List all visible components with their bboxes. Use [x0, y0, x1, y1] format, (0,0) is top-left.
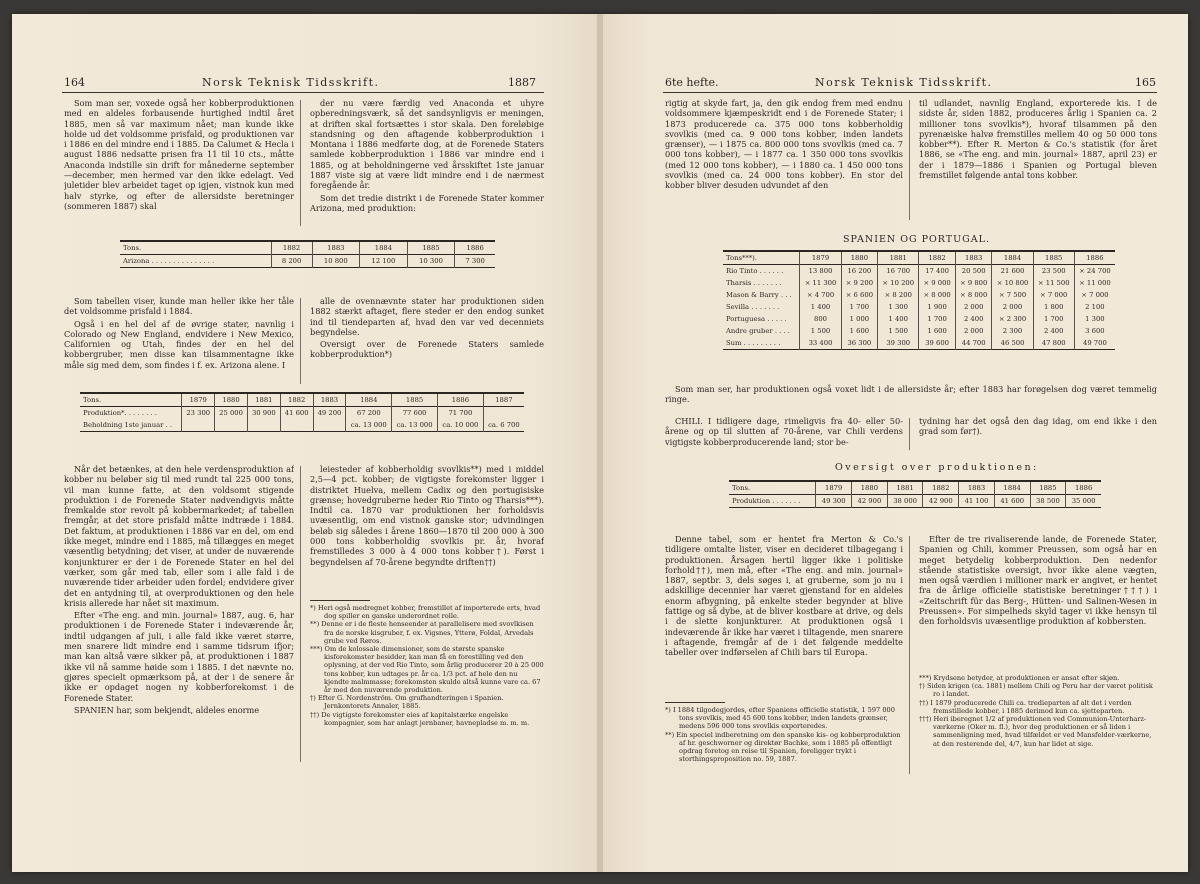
text-column — [665, 416, 903, 450]
table-cell: 30 900 — [247, 407, 280, 420]
table-header-cell: 1881 — [887, 481, 923, 495]
paragraph: til udlandet, navnlig England, exporterede kis. I de sidste år, siden 1882, produceres årlig i Spanien ca. 2 millioner tons svovlkis*), hvoraf tilsammen på den pyrenæiske halvø fremstilles mellem 40 og 50 000 tons kobber**). Efter R. Merton & Co.'s statistik (for året 1886, se «The eng. and min. journal» 1887, april 23) er der i 1879—1886 i Spanien og Portugal bleven fremstillet følgende antal tons kobber. — [919, 98, 1157, 181]
column-rule — [909, 536, 910, 774]
table-cell: 23 300 — [182, 407, 215, 420]
table-cell: 39 300 — [878, 337, 919, 350]
text-column — [665, 534, 903, 698]
table-header-cell: 1882 — [919, 251, 956, 265]
table-header-cell: 1882 — [271, 241, 312, 255]
table-header-cell: 1886 — [437, 393, 483, 407]
paragraph: Oversigt over de Forenede Staters samlede kobberproduktion*) — [310, 339, 544, 360]
table-cell: 25 000 — [215, 407, 248, 420]
table-cell: × 9 800 — [955, 277, 992, 289]
table-cell: × 11 500 — [1033, 277, 1074, 289]
table-cell: 1 500 — [878, 325, 919, 337]
table-cell — [280, 419, 313, 432]
footnote: †) Efter G. Nordenström. Om grufhandteringen i Spanien. Jernkontorets Annaler, 1885. — [310, 694, 504, 711]
table-cell: 33 400 — [800, 337, 841, 350]
table-cell: × 9 000 — [919, 277, 956, 289]
table-cell: 1 900 — [919, 301, 956, 313]
table-row — [723, 301, 1115, 313]
table-cell: × 2 300 — [992, 313, 1033, 325]
table-cell: × 10 200 — [878, 277, 919, 289]
arizona-table — [120, 240, 495, 268]
table-cell: × 4 700 — [800, 289, 841, 301]
paragraph: CHILI. I tidligere dage, rimeligvis fra 40- eller 50-årene og op til slutten af 70-årene, var Chili verdens vigtigste kobberproducerende land; stor be- — [665, 416, 903, 447]
table-cell — [215, 419, 248, 432]
table-cell — [483, 407, 524, 420]
right-page — [603, 14, 1188, 872]
table-cell: ca. 10 000 — [437, 419, 483, 432]
table-cell: 800 — [800, 313, 841, 325]
table-cell: ca. 6 700 — [483, 419, 524, 432]
table-cell: × 6 600 — [841, 289, 878, 301]
left-header-year: 1887 — [508, 76, 536, 89]
table-cell — [182, 419, 215, 432]
table-header-cell: 1886 — [455, 241, 495, 255]
paragraph: Når det betænkes, at den hele verdensproduktion af kobber nu beløber sig til med rundt tal 225 000 tons, vil man kunne fatte, at den voldsomt stigende produktion i de Forenede Stater nødvendigvis måtte fremkalde stor revolt på kobbermarkedet; af tabellen fremgår, at det store prisfald måtte indtræde i 1884. Det faktum, at produktionen i 1886 var en del, om end ikke meget, mindre end i 1885, må tillægges en meget væsentlig betydning; det viser, at under de nuværende konjunkturer er der i de Forenede Stater en hel del værker, som går med tab, eller som i alle fald i de nuværende tider arbeider uden fordel; endvidere giver det en antydning til, at overproduktionen og den hele krisis allerede har nået sit maximum. — [64, 464, 294, 608]
text-column — [64, 464, 294, 764]
table-title: Oversigt over produktionen: — [835, 462, 1039, 473]
paragraph: alle de ovennævnte stater har produktionen siden 1882 stærkt aftaget, flere steder er den endog sunket ind til tiendeparten af, hvad den var ved decenniets begyndelse. — [310, 296, 544, 337]
left-page-number: 164 — [64, 76, 85, 89]
table-cell: × 7 000 — [1074, 289, 1115, 301]
table-cell: 2 400 — [955, 313, 992, 325]
column-rule — [300, 298, 301, 384]
paragraph: Som det tredie distrikt i de Forenede Stater kommer Arizona, med produktion: — [310, 192, 544, 213]
table-cell: × 11 000 — [1074, 277, 1115, 289]
table-header-cell: 1882 — [280, 393, 313, 407]
table-cell: Rio Tinto . . . . . . — [726, 267, 784, 275]
footnote: †) Siden krigen (ca. 1881) mellem Chili og Peru har der været politisk ro i landet. — [919, 682, 1153, 699]
footnote: **) Ein speciel indberetning om den spanske kis- og kobberproduktion af hr. geschworner og direktør Bachke, som i 1885 på offentligt opdrag foretog en reise til Spanien, foreligger trykt i storthingsproposition no. 59, 1887. — [665, 730, 901, 764]
text-column — [919, 534, 1157, 668]
text-column — [64, 98, 294, 226]
paragraph: Som man ser, har produktionen også voxet lidt i de allersidste år; efter 1883 har forøgelsen dog været temmelig ringe. — [665, 384, 1157, 405]
table-cell: 1 300 — [878, 301, 919, 313]
table-cell: 1 600 — [919, 325, 956, 337]
table-cell: 10 800 — [312, 255, 360, 268]
table-header-cell: 1885 — [392, 393, 438, 407]
footnote: †††) Heri iberegnet 1/2 af produktionen ved Communion-Unterharz-værkerne (Oker m. fl.), hvor deg produktionen er så liden i sammenligning med, hvad tilfældet er ved Mansfelder-værkerne, at den resterende del, 4/7, kun har lidet at sige. — [919, 715, 1152, 748]
footnotes — [919, 674, 1157, 778]
table-cell: 1 000 — [841, 313, 878, 325]
table-cell: × 9 200 — [841, 277, 878, 289]
paragraph: Efter de tre rivaliserende lande, de Forenede Stater, Spanien og Chili, kommer Preussen, som også har en meget betydelig kobberproduktion. Den nedenfor stående statistiske oversigt, hvor ikke alene vægten, men også værdien i millioner mark er angivet, er hentet fra de årlige officielle statistiske beretninger†††) i «Zeitschrift für das Berg-, Hütten- und Salinen-Wesen in Preussen». For simpelheds skyld tager vi ikke hensyn til den forholdsvis uvæsentlige produktion af kobbersten. — [919, 534, 1157, 627]
table-cell: Produktion . . . . . . . — [732, 497, 801, 505]
table-header-cell: 1884 — [992, 251, 1033, 265]
table-cell: 38 000 — [887, 495, 923, 508]
table-cell: Arizona . . . . . . . . . . . . . . . — [123, 257, 215, 265]
table-row — [729, 495, 1101, 508]
table-cell: 42 900 — [923, 495, 959, 508]
table-header-cell: 1886 — [1074, 251, 1115, 265]
us-production-table — [80, 392, 524, 432]
table-cell: 49 200 — [313, 407, 346, 420]
column-rule — [909, 100, 910, 220]
table-cell — [313, 419, 346, 432]
paragraph: SPANIEN har, som bekjendt, aldeles enorme — [74, 704, 260, 715]
table-cell: × 24 700 — [1074, 265, 1115, 278]
table-header-cell: 1881 — [878, 251, 919, 265]
paragraph: Efter «The eng. and min. journal» 1887, aug. 6, har produktionen i de Forenede Stater i indeværende år, indtil udgangen af juli, i alle fald ikke været større, men snarere lidt mindre end i samme tidsrum ifjor; man kan altså være sikker på, at produktionen i 1887 ikke vil nå samme høide som i 1885. I det nævnte no. gjøres specielt opmærksom på, at der i de senere år ikke er opdaget nogen ny kobberforekomst i de Forenede Stater. — [64, 610, 294, 703]
footnote-rule — [310, 600, 370, 601]
text-column — [310, 296, 544, 388]
right-running-header: Norsk Teknisk Tidsskrift. — [815, 76, 993, 89]
table-cell: × 8 000 — [955, 289, 992, 301]
table-header-cell: 1879 — [800, 251, 841, 265]
table-cell: 35 000 — [1066, 495, 1101, 508]
table-cell: Sum . . . . . . . . . — [726, 339, 781, 347]
table-header-cell: 1880 — [215, 393, 248, 407]
table-cell: 71 700 — [437, 407, 483, 420]
column-rule — [300, 466, 301, 762]
text-column — [64, 296, 294, 388]
table-cell: 16 700 — [878, 265, 919, 278]
table-cell: × 7 000 — [1033, 289, 1074, 301]
footnote: ††) I 1879 producerede Chili ca. tredieparten af alt det i verden fremstillede kobber, i 1885 derimod kun ca. sjetteparten. — [919, 698, 1132, 715]
column-rule — [909, 418, 910, 450]
table-cell: Tharsis . . . . . . . — [726, 279, 782, 287]
table-title: SPANIEN OG PORTUGAL. — [843, 234, 990, 245]
table-cell: 2 000 — [955, 325, 992, 337]
table-row — [723, 289, 1115, 301]
table-header-cell: 1883 — [313, 393, 346, 407]
footnotes — [310, 604, 544, 770]
text-block — [665, 384, 1157, 406]
table-cell: 1 800 — [1033, 301, 1074, 313]
left-page — [12, 14, 597, 872]
table-cell: 2 000 — [992, 301, 1033, 313]
table-cell: × 7 500 — [992, 289, 1033, 301]
table-cell: Mason & Barry . . . — [726, 291, 792, 299]
table-cell: 13 800 — [800, 265, 841, 278]
footnote-rule — [665, 702, 725, 703]
footnote: ***) Om de kolossale dimensioner, som de største spanske kisforekomster besidder, kan man få en forestilling ved den oplysning, at der ved Rio Tinto, som årlig producerer 20 à 25 000 tons kobber, kun udtages pr. år ca. 1/3 pct. af hele den nu kjendte malmmasse; forekomsten skulde altså kunne vare ca. 67 år med den nuværende produktion. — [310, 645, 544, 695]
table-cell: Portuguesa . . . . . — [726, 315, 787, 323]
table-header-cell: 1884 — [994, 481, 1030, 495]
table-row — [723, 325, 1115, 337]
table-cell: 67 200 — [346, 407, 392, 420]
text-column — [310, 464, 544, 594]
column-rule — [300, 100, 301, 226]
table-cell: 36 300 — [841, 337, 878, 350]
table-header-cell: 1880 — [841, 251, 878, 265]
table-cell: 12 100 — [360, 255, 408, 268]
table-cell: Beholdning 1ste januar . . — [83, 421, 173, 429]
table-cell: 1 300 — [1074, 313, 1115, 325]
paragraph: Som tabellen viser, kunde man heller ikke her tåle det voldsomme prisfald i 1884. — [64, 296, 294, 317]
table-header-cell: 1883 — [312, 241, 360, 255]
table-header-cell: Tons. — [83, 396, 102, 404]
table-header-cell: 1881 — [247, 393, 280, 407]
table-cell: 17 400 — [919, 265, 956, 278]
table-header-cell: 1883 — [955, 251, 992, 265]
table-cell: 2 100 — [1074, 301, 1115, 313]
table-cell: 1 700 — [1033, 313, 1074, 325]
table-cell: 41 100 — [959, 495, 995, 508]
book-spread — [12, 14, 1188, 872]
table-header-cell: 1879 — [182, 393, 215, 407]
table-cell: ca. 13 000 — [392, 419, 438, 432]
table-row — [723, 265, 1115, 278]
table-header-cell: 1879 — [816, 481, 852, 495]
text-column — [310, 98, 544, 248]
table-cell: 1 400 — [800, 301, 841, 313]
table-cell: 3 600 — [1074, 325, 1115, 337]
table-cell: 41 600 — [994, 495, 1030, 508]
table-header-cell: 1882 — [923, 481, 959, 495]
table-cell: 41 600 — [280, 407, 313, 420]
table-cell: Produktion*. . . . . . . . — [83, 409, 157, 417]
table-header-cell: 1887 — [483, 393, 524, 407]
table-cell: 2 400 — [1033, 325, 1074, 337]
left-running-header: Norsk Teknisk Tidsskrift. — [202, 76, 380, 89]
table-header-cell: 1885 — [407, 241, 455, 255]
footnote: **) Denne er i de fleste henseender at parallelisere med svovlkisen fra de norske kisgruber, f. ex. Vigsnes, Ytterø, Foldal, Arvedals grube ved Røros. — [310, 620, 534, 645]
table-cell: 46 500 — [992, 337, 1033, 350]
chili-table — [729, 480, 1101, 508]
table-cell: 20 500 — [955, 265, 992, 278]
table-cell: 7 300 — [455, 255, 495, 268]
table-cell: 21 600 — [992, 265, 1033, 278]
table-cell: Sevilla . . . . . . . — [726, 303, 780, 311]
table-row — [120, 255, 495, 268]
table-header-cell: Tons. — [732, 484, 751, 492]
paragraph: der nu være færdig ved Anaconda et uhyre opberedningsværk, så det sandsynligvis er meningen, at driften skal fortsættes i stor skala. Den foreløbige standsning og den aftagende kobberproduktion i Montana i 1886 medførte dog, at de Forenede Staters samlede kobberproduktion i 1886 var mindre end i 1885, og at beholdningerne ved årsskiftet 1ste januar 1887 viste sig at være lidt mindre end i de nærmest foregående år. — [310, 98, 544, 191]
footnotes — [665, 706, 903, 776]
table-cell: 77 600 — [392, 407, 438, 420]
table-cell: × 10 800 — [992, 277, 1033, 289]
table-row — [80, 407, 524, 420]
table-cell: 2 000 — [955, 301, 992, 313]
footnote: ***) Krydsene betyder, at produktionen er ansat efter skjøn. — [919, 674, 1120, 682]
table-header-cell: 1885 — [1033, 251, 1074, 265]
text-column — [919, 416, 1157, 450]
table-header-cell: 1883 — [959, 481, 995, 495]
table-cell: 10 300 — [407, 255, 455, 268]
header-rule — [663, 92, 1157, 93]
table-cell: 38 500 — [1030, 495, 1066, 508]
table-cell: × 8 000 — [919, 289, 956, 301]
footnote: *) I 1884 tilgodegjordes, efter Spaniens officielle statistik, 1 597 000 tons svovlkis, med 45 600 tons kobber, inden landets grænser, medens 596 000 tons svovlkis exporteredes. — [665, 706, 895, 731]
footnote: *) Heri også medregnet kobber, fremstillet af importerede erts, hvad dog spiller en ganske underordnet rolle. — [310, 604, 541, 621]
text-column — [665, 98, 903, 222]
spain-portugal-table — [723, 250, 1115, 350]
table-cell: 2 300 — [992, 325, 1033, 337]
table-cell: 23 500 — [1033, 265, 1074, 278]
table-row — [723, 277, 1115, 289]
table-cell — [247, 419, 280, 432]
table-header-cell: Tons. — [123, 244, 142, 252]
table-cell: × 8 200 — [878, 289, 919, 301]
table-cell: Andre gruber . . . . — [726, 327, 790, 335]
table-cell: 47 800 — [1033, 337, 1074, 350]
table-cell: 42 900 — [852, 495, 888, 508]
table-cell: 1 500 — [800, 325, 841, 337]
table-header-cell: 1880 — [852, 481, 888, 495]
table-row — [80, 419, 524, 432]
table-cell: 1 700 — [841, 301, 878, 313]
table-header-cell: 1884 — [346, 393, 392, 407]
table-cell: 8 200 — [271, 255, 312, 268]
issue-label: 6te hefte. — [665, 76, 719, 89]
table-cell: × 11 300 — [800, 277, 841, 289]
table-cell: 1 600 — [841, 325, 878, 337]
paragraph: leiesteder af kobberholdig svovlkis**) med i middel 2,5—4 pct. kobber; de vigtigste forekomster ligger i distriktet Huelva, mellem Cadix og den portugisiske grænse; hovedgruberne heder Rio Tinto og Tharsis***). Indtil ca. 1870 var produktionen her forholdsvis uvæsentlig, om end vistnok ganske stor; udvindingen beløb sig således i årene 1860—1870 til 200 000 à 300 000 tons kobberholdig svovlkis pr. år, hvoraf fremstilledes 3 000 à 4 000 tons kobber†). Først i begyndelsen af 70-årene begyndte driften††) — [310, 464, 544, 567]
table-cell: 44 700 — [955, 337, 992, 350]
table-cell: ca. 13 000 — [346, 419, 392, 432]
footnote: ††) De vigtigste forekomster eies af kapitalstærke engelske kompagnier, som har anlagt jernbaner, havnepladse m. m. m. — [310, 710, 530, 727]
table-cell: 49 300 — [816, 495, 852, 508]
table-header-cell: 1884 — [360, 241, 408, 255]
paragraph: rigtig at skyde fart, ja, den gik endog frem med endnu voldsommere kjæmpeskridt end i de Forenede Stater; i 1873 producerede ca. 375 000 tons kobberholdig svovlkis (med ca. 9 000 tons kobber, inden landets grænser), — i 1875 ca. 800 000 tons svovlkis (med ca. 7 000 tons kobber), — i 1877 ca. 1 350 000 tons svovlkis (med 12 000 tons kobber), — i 1880 ca. 1 450 000 tons svovlkis (med ca. 24 000 tons kobber). En stor del kobber bliver desuden udvundet af den — [665, 98, 903, 191]
table-cell: 39 600 — [919, 337, 956, 350]
header-rule — [62, 92, 544, 93]
table-cell: 16 200 — [841, 265, 878, 278]
text-column — [919, 98, 1157, 222]
paragraph: tydning har det også den dag idag, om end ikke i den grad som før†). — [919, 416, 1157, 437]
table-header-cell: 1886 — [1066, 481, 1101, 495]
paragraph: Denne tabel, som er hentet fra Merton & Co.'s tidligere omtalte lister, viser en decideret tilbagegang i produktionen. Årsagen hertil ligger ikke i politiske forhold††), men må, efter «The eng. and min. journal» 1887, septbr. 3, dels søges i, at gruberne, som jo nu i adskillige decennier har været gjenstand for en aldeles enorm afbygning, på enkelte steder begynder at blive fattige og så dybe, at de bliver kostbare at drive, og dels i de slette konjunkturer. At produktionen også i indeværende år ikke har været i tiltagende, men snarere i aftagende, fremgår af de i det følgende meddelte tabeller over indførselen af Chili bars til Europa. — [665, 534, 903, 658]
paragraph: Også i en hel del af de øvrige stater, navnlig i Colorado og New England, endvidere i New Mexico, Californien og Utah, findes der en hel del kobbergruber, men disse kan tilsammentagne ikke måle sig med dem, som findes i f. ex. Arizona alene. I — [64, 318, 294, 370]
table-cell: 49 700 — [1074, 337, 1115, 350]
table-cell: 1 400 — [878, 313, 919, 325]
table-row — [723, 337, 1115, 350]
paragraph: Som man ser, voxede også her kobberproduktionen med en aldeles forbausende hurtighed indtil året 1885, men så var maximum nået; man kunde ikke holde ud det voldsomme prisfald, og produktionen var i 1886 en del mindre end i 1885. Da Calumet & Hecla i august 1886 nedsatte prisen fra 11 til 10 cts., måtte Anaconda indstille sin drift for månederne september—december, men hermed var den ikke edelagt. Ved juletider blev arbeidet taget op igjen, vistnok kun med halv styrke, og efter de allersidste beretninger (sommeren 1887) skal — [64, 98, 294, 211]
table-row — [723, 313, 1115, 325]
right-page-number: 165 — [1135, 76, 1156, 89]
table-header-cell: Tons***). — [726, 254, 757, 262]
table-cell: 1 700 — [919, 313, 956, 325]
table-header-cell: 1885 — [1030, 481, 1066, 495]
